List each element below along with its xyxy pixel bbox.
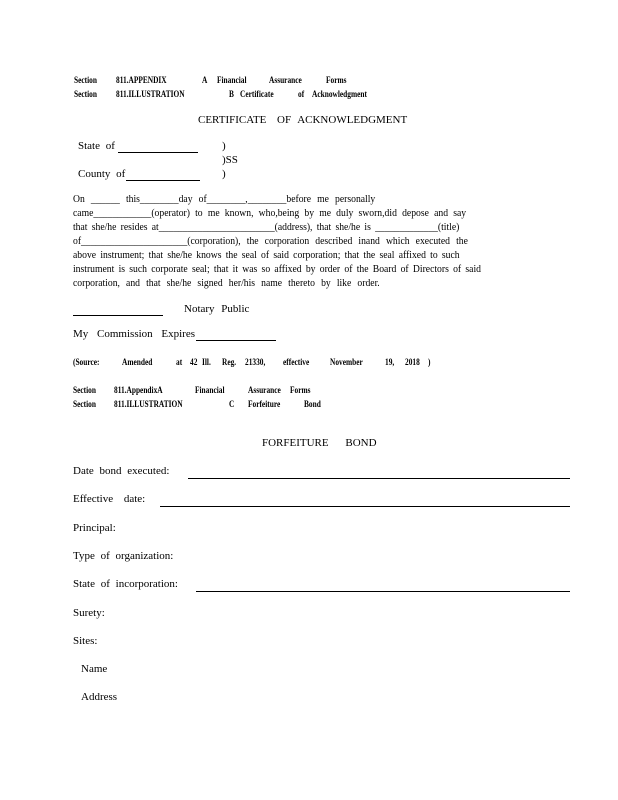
body-line: instrument is such corporate seal; that it was so affixed by order of the Board of Directors of said: [73, 264, 481, 275]
source-word: 21330,: [245, 357, 266, 367]
body-line: came____________(operator) to me known, who,being by me duly sworn,did depose and say: [73, 208, 467, 219]
bond-title: FORFEITURE BOND: [262, 437, 377, 449]
section-label: Section: [73, 399, 96, 409]
state-of-incorporation-label: State of incorporation:: [73, 578, 178, 590]
county-line[interactable]: [126, 180, 200, 181]
header-word: Certificate: [240, 89, 274, 99]
header-word: of: [298, 89, 305, 99]
notary-label: Notary Public: [184, 303, 250, 315]
source-word: ): [428, 357, 431, 367]
date-bond-executed-label: Date bond executed:: [73, 465, 170, 477]
source-word: (Source:: [73, 357, 100, 367]
source-word: Ill.: [202, 357, 211, 367]
certificate-title-2: OF ACKNOWLEDGMENT: [277, 114, 408, 126]
site-name-label: Name: [81, 663, 108, 675]
source-word: 19,: [385, 357, 395, 367]
acknowledgment-body: [73, 193, 533, 291]
site-address-label: Address: [81, 691, 118, 703]
body-line: above instrument; that she/he knows the seal of said corporation; that the seal affixed to such: [73, 250, 460, 261]
appendix-letter: A: [202, 75, 208, 85]
header-word: Forms: [290, 385, 311, 395]
section-label: Section: [74, 89, 97, 99]
section-number: 811.ILLUSTRATION: [116, 89, 185, 99]
effective-date-line[interactable]: [160, 506, 570, 507]
source-word: Reg.: [222, 357, 237, 367]
certificate-title: CERTIFICATE: [198, 114, 267, 126]
body-line: corporation, and that she/he signed her/his name thereto by like order.: [73, 278, 380, 289]
ss-mark: )SS: [222, 154, 238, 166]
header-word: Acknowledgment: [312, 89, 367, 99]
illustration-letter: B: [229, 89, 234, 99]
source-word: Amended: [122, 357, 153, 367]
county-label: County of: [78, 168, 126, 180]
header-word: Forfeiture: [248, 399, 281, 409]
section-label: Section: [73, 385, 96, 395]
state-label: State of: [78, 140, 115, 152]
state-line[interactable]: [118, 152, 198, 153]
header-word: Bond: [304, 399, 321, 409]
surety-label: Surety:: [73, 607, 105, 619]
type-of-organization-label: Type of organization:: [73, 550, 174, 562]
commission-line[interactable]: [196, 340, 276, 341]
header-word: Assurance: [269, 75, 302, 85]
source-word: effective: [283, 357, 310, 367]
paren: ): [222, 140, 226, 152]
principal-label: Principal:: [73, 522, 116, 534]
body-line: that she/he resides at________________________(address), that she/he is _____________(title): [73, 222, 460, 233]
notary-signature-line[interactable]: [73, 315, 163, 316]
paren: ): [222, 168, 226, 180]
section-label: Section: [74, 75, 97, 85]
section-number: 811.APPENDIX: [116, 75, 167, 85]
section-number: 811.AppendixA: [114, 385, 163, 395]
header-word: Assurance: [248, 385, 281, 395]
header-word: Financial: [217, 75, 247, 85]
source-word: at: [176, 357, 183, 367]
state-of-incorporation-line[interactable]: [196, 591, 570, 592]
illustration-letter: C: [229, 399, 235, 409]
commission-label: My Commission Expires: [73, 328, 196, 340]
effective-date-label: Effective date:: [73, 493, 146, 505]
header-word: Forms: [326, 75, 347, 85]
section-number: 811.ILLUSTRATION: [114, 399, 183, 409]
source-word: 2018: [405, 357, 420, 367]
header-word: Financial: [195, 385, 225, 395]
sites-label: Sites:: [73, 635, 98, 647]
source-word: November: [330, 357, 363, 367]
source-word: 42: [190, 357, 198, 367]
body-line: of______________________(corporation), the corporation described inand which executed the: [73, 236, 468, 247]
date-bond-executed-line[interactable]: [188, 478, 570, 479]
body-line: On ______ this________day of________,________before me personally: [73, 194, 376, 205]
